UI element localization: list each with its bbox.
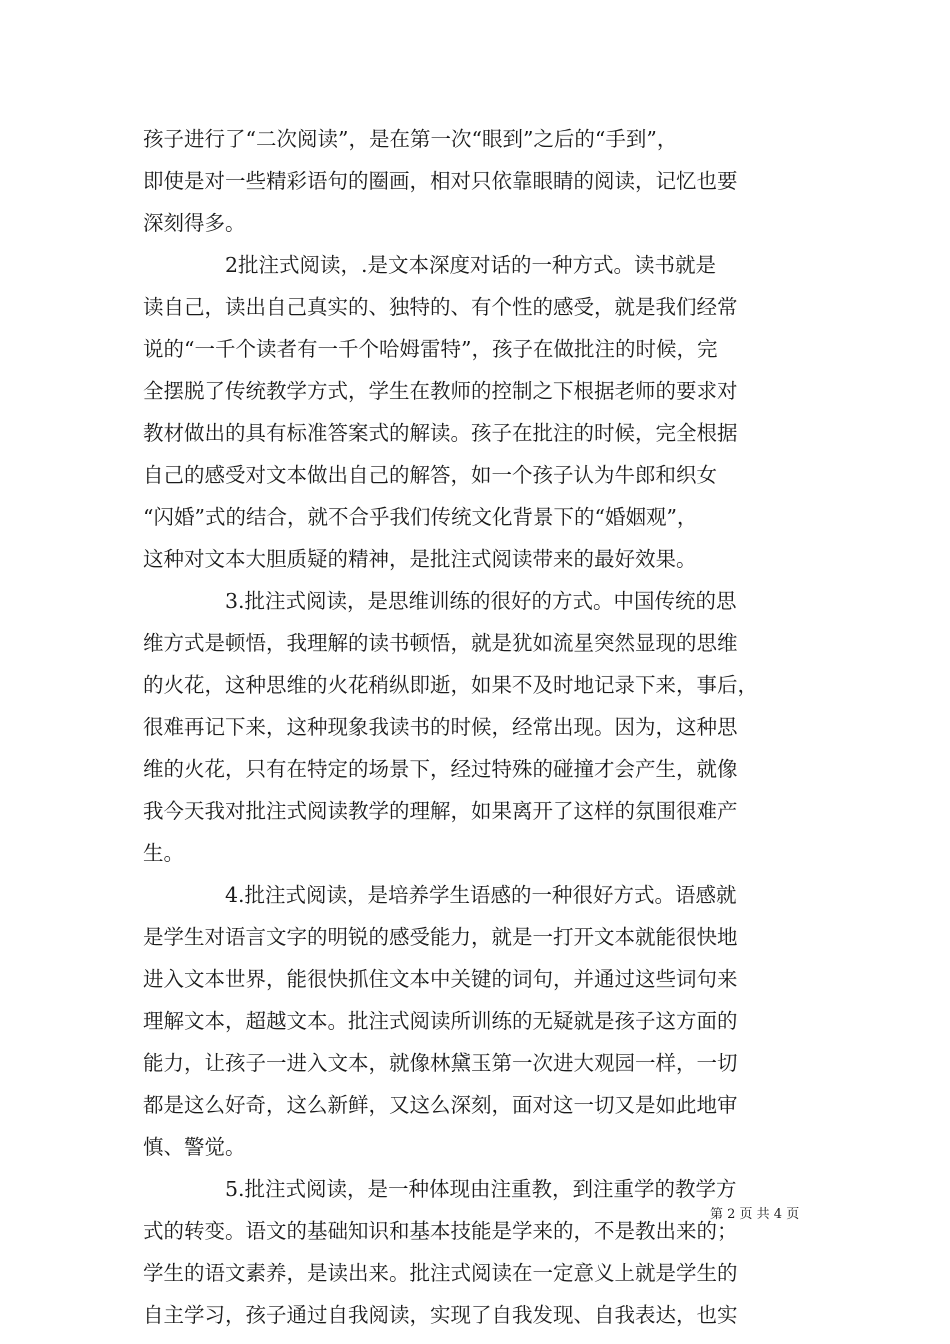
text-line: 我今天我对批注式阅读教学的理解，如果离开了这样的氛围很难产 bbox=[143, 799, 738, 823]
text-line: 学生的语文素养，是读出来。批注式阅读在一定意义上就是学生的 bbox=[143, 1261, 738, 1285]
text-line: 孩子进行了“二次阅读”，是在第一次“眼到”之后的“手到”， bbox=[143, 127, 678, 151]
page-number: 第 2 页 共 4 页 bbox=[710, 1207, 800, 1222]
text-line: 式的转变。语文的基础知识和基本技能是学来的，不是教出来的； bbox=[143, 1219, 738, 1243]
text-line: “闪婚”式的结合，就不合乎我们传统文化背景下的“婚姻观”， bbox=[143, 505, 698, 529]
text-line: 能力，让孩子一进入文本，就像林黛玉第一次进大观园一样，一切 bbox=[143, 1051, 738, 1075]
text-line: 3.批注式阅读，是思维训练的很好的方式。中国传统的思 bbox=[143, 589, 737, 613]
text-line: 即使是对一些精彩语句的圈画，相对只依靠眼睛的阅读，记忆也要 bbox=[143, 169, 738, 193]
text-line: 自主学习，孩子通过自我阅读，实现了自我发现、自我表达，也实 bbox=[143, 1303, 738, 1327]
text-line: 都是这么好奇，这么新鲜，又这么深刻，面对这一切又是如此地审 bbox=[143, 1093, 738, 1117]
text-line: 2批注式阅读，.是文本深度对话的一种方式。读书就是 bbox=[143, 253, 717, 277]
text-line: 是学生对语言文字的明锐的感受能力，就是一打开文本就能很快地 bbox=[143, 925, 738, 949]
text-line: 很难再记下来，这种现象我读书的时候，经常出现。因为，这种思 bbox=[143, 715, 738, 739]
text-line: 理解文本，超越文本。批注式阅读所训练的无疑就是孩子这方面的 bbox=[143, 1009, 738, 1033]
text-line: 进入文本世界，能很快抓住文本中关键的词句，并通过这些词句来 bbox=[143, 967, 738, 991]
text-line: 维方式是顿悟，我理解的读书顿悟，就是犹如流星突然显现的思维 bbox=[143, 631, 738, 655]
text-line: 说的“一千个读者有一千个哈姆雷特”，孩子在做批注的时候，完 bbox=[143, 337, 718, 361]
text-line: 慎、警觉。 bbox=[143, 1135, 246, 1159]
body-text bbox=[143, 118, 823, 1336]
text-line: 4.批注式阅读，是培养学生语感的一种很好方式。语感就 bbox=[143, 883, 737, 907]
text-line: 教材做出的具有标准答案式的解读。孩子在批注的时候，完全根据 bbox=[143, 421, 738, 445]
text-line: 读自己，读出自己真实的、独特的、有个性的感受，就是我们经常 bbox=[143, 295, 738, 319]
text-line: 的火花，这种思维的火花稍纵即逝，如果不及时地记录下来，事后， bbox=[143, 673, 758, 697]
text-line: 全摆脱了传统教学方式，学生在教师的控制之下根据老师的要求对 bbox=[143, 379, 738, 403]
text-line: 生。 bbox=[143, 841, 184, 865]
text-line: 自己的感受对文本做出自己的解答，如一个孩子认为牛郎和织女 bbox=[143, 463, 717, 487]
text-line: 5.批注式阅读，是一种体现由注重教，到注重学的教学方 bbox=[143, 1177, 737, 1201]
text-line: 深刻得多。 bbox=[143, 211, 246, 235]
text-line: 这种对文本大胆质疑的精神，是批注式阅读带来的最好效果。 bbox=[143, 547, 697, 571]
text-line: 维的火花，只有在特定的场景下，经过特殊的碰撞才会产生，就像 bbox=[143, 757, 738, 781]
